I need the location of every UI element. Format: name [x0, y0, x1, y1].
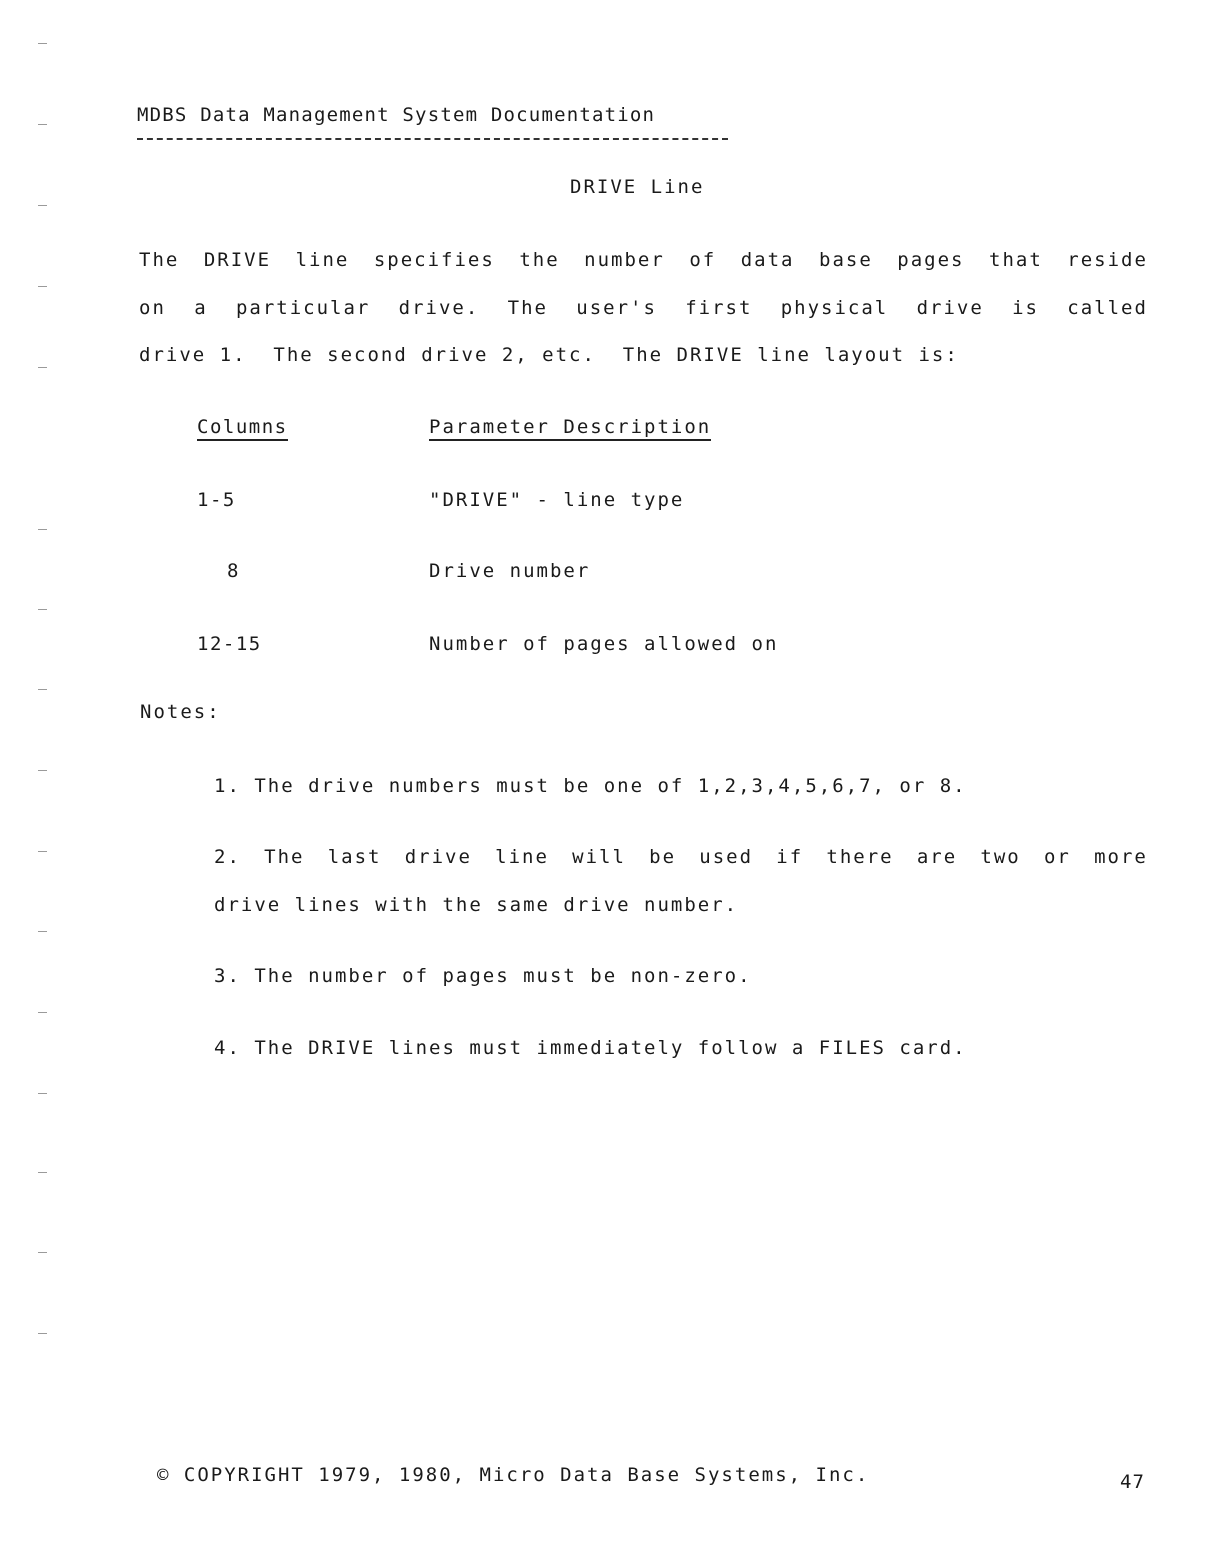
- table-header-columns: Columns: [197, 416, 288, 438]
- section-title: DRIVE Line: [570, 176, 705, 198]
- note-item: 4. The DRIVE lines must immediately follow a FILES card.: [214, 1037, 967, 1059]
- header-dashed-rule: [137, 138, 728, 140]
- note-item: 3. The number of pages must be non-zero.: [214, 965, 752, 987]
- intro-paragraph-line-2: on a particular drive. The user's first physical drive is called: [139, 297, 1148, 319]
- binding-margin-marks: [38, 0, 52, 1567]
- table-row-description: Number of pages allowed on: [429, 633, 779, 655]
- note-item-line-1: 2. The last drive line will be used if there are two or more: [214, 846, 1148, 868]
- intro-paragraph-line-1: The DRIVE line specifies the number of data base pages that reside: [139, 249, 1148, 271]
- table-header-description: Parameter Description: [429, 416, 711, 438]
- table-row-description: Drive number: [429, 560, 591, 582]
- table-row-description: "DRIVE" - line type: [429, 489, 685, 511]
- table-row-columns: 12-15: [197, 633, 262, 655]
- document-header-title: MDBS Data Management System Documentation: [137, 104, 656, 126]
- table-row-columns: 8: [227, 560, 240, 582]
- table-row-columns: 1-5: [197, 489, 236, 511]
- intro-paragraph-line-3: drive 1. The second drive 2, etc. The DRIVE line layout is:: [139, 344, 959, 366]
- note-item: 1. The drive numbers must be one of 1,2,3,4,5,6,7, or 8.: [214, 775, 967, 797]
- page-number: 47: [1120, 1471, 1145, 1493]
- note-item-line-2: drive lines with the same drive number.: [214, 894, 739, 916]
- copyright-footer: © COPYRIGHT 1979, 1980, Micro Data Base Systems, Inc.: [157, 1464, 870, 1486]
- notes-heading: Notes:: [140, 701, 221, 723]
